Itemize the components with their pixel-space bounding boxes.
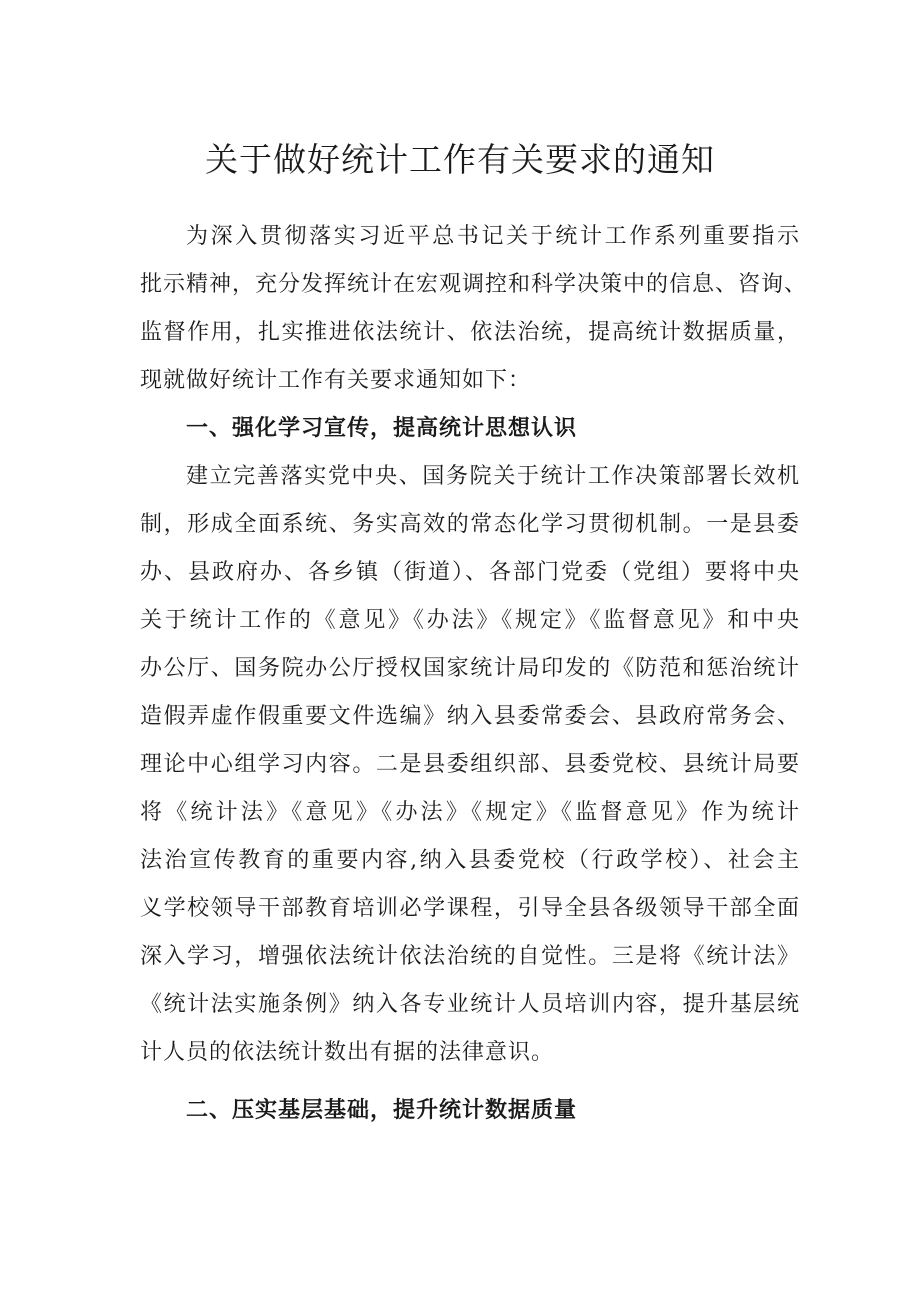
intro-line: 监督作用，扎实推进依法统计、依法治统，提高统计数据质量， xyxy=(140,320,800,345)
intro-line: 批示精神，充分发挥统计在宏观调控和科学决策中的信息、咨询、 xyxy=(140,272,808,297)
intro-line: 为深入贯彻落实习近平总书记关于统计工作系列重要指示 xyxy=(186,224,800,249)
section1-line: 造假弄虚作假重要文件选编》纳入县委常委会、县政府常务会、 xyxy=(140,704,800,729)
section1-line: 办、县政府办、各乡镇（街道）、各部门党委（党组）要将中央 xyxy=(140,560,800,585)
section1-line: 将《统计法》《意见》《办法》《规定》《监督意见》作为统计 xyxy=(140,800,800,825)
section1-line: 计人员的依法统计数出有据的法律意识。 xyxy=(140,1040,555,1065)
section1-line: 建立完善落实党中央、国务院关于统计工作决策部署长效机 xyxy=(186,464,800,489)
section1-line: 制，形成全面系统、务实高效的常态化学习贯彻机制。一是县委 xyxy=(140,512,800,537)
section1-line: 理论中心组学习内容。二是县委组织部、县委党校、县统计局要 xyxy=(140,752,800,777)
section-heading-1: 一、强化学习宣传，提高统计思想认识 xyxy=(186,416,578,441)
section1-line: 办公厅、国务院办公厅授权国家统计局印发的《防范和惩治统计 xyxy=(140,656,800,681)
section-heading-2: 二、压实基层基础，提升统计数据质量 xyxy=(186,1098,578,1123)
section1-line: 《统计法实施条例》纳入各专业统计人员培训内容，提升基层统 xyxy=(140,992,800,1017)
intro-line: 现就做好统计工作有关要求通知如下： xyxy=(140,368,532,393)
section1-line: 义学校领导干部教育培训必学课程，引导全县各级领导干部全面 xyxy=(140,896,800,921)
section1-line: 法治宣传教育的重要内容,纳入县委党校（行政学校）、社会主 xyxy=(140,848,800,873)
section1-line: 深入学习，增强依法统计依法治统的自觉性。三是将《统计法》 xyxy=(140,944,800,969)
document-title: 关于做好统计工作有关要求的通知 xyxy=(205,140,715,179)
section1-line: 关于统计工作的《意见》《办法》《规定》《监督意见》和中央 xyxy=(140,608,800,633)
